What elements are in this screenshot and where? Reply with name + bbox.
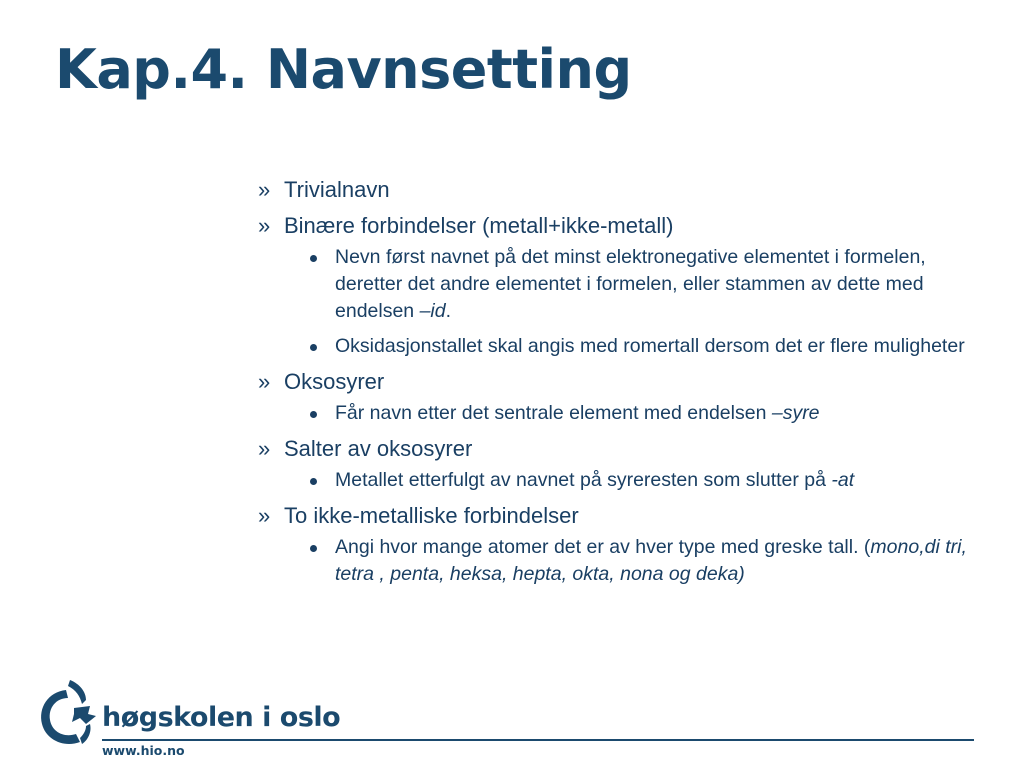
dot-icon	[310, 255, 317, 262]
bullet-ikke-metall	[258, 502, 998, 530]
sub-bullet-text: Oksidasjonstallet skal angis med romertall dersom det er flere muligheter	[335, 335, 965, 357]
bullet-text: Binære forbindelser (metall+ikke-metall)	[284, 213, 674, 238]
sub-bullet-text-end: .	[445, 300, 452, 322]
footer-divider	[102, 739, 974, 741]
bullet-text: Trivialnavn	[284, 177, 390, 202]
bullet-oksosyrer	[258, 368, 998, 396]
sub-bullet-nevn-forst	[258, 244, 998, 325]
bullet-marker: »	[258, 213, 271, 238]
bullet-group-oksosyrer	[258, 368, 998, 427]
bullet-marker: »	[258, 177, 271, 202]
bullet-text: Oksosyrer	[284, 369, 385, 394]
bullet-group-binaere	[258, 212, 998, 360]
sub-bullet-oksidasjonstall	[258, 333, 998, 360]
bullet-trivialnavn	[258, 176, 998, 204]
sub-bullet-text: Metallet etterfulgt av navnet på syreresten som slutter på	[335, 469, 832, 491]
sub-bullet-emphasis: -at	[831, 469, 855, 491]
sub-bullet-emphasis-end: deka)	[696, 563, 745, 585]
bullet-text: To ikke-metalliske forbindelser	[284, 503, 579, 528]
bullet-group-salter	[258, 435, 998, 494]
hio-logo-icon	[36, 678, 100, 750]
sub-bullet-text: Nevn først navnet på det minst elektronegative elementet i formelen, deretter det andre elementet i formelen, eller stammen av dette med endelsen	[335, 246, 926, 322]
bullet-marker: »	[258, 369, 271, 394]
bullet-text: Salter av oksosyrer	[284, 436, 473, 461]
sub-bullet-syre	[258, 400, 998, 427]
bullet-group-ikke-metall	[258, 502, 998, 588]
bullet-salter	[258, 435, 998, 463]
sub-bullet-greske-tall	[258, 534, 998, 588]
dot-icon	[310, 545, 317, 552]
dot-icon	[310, 411, 317, 418]
sub-bullet-at	[258, 467, 998, 494]
bullet-marker: »	[258, 436, 271, 461]
sub-bullet-text-mid: og	[663, 563, 697, 585]
bullet-list	[258, 176, 998, 596]
brand-name: høgskolen i oslo	[102, 702, 341, 733]
sub-bullet-emphasis: mono,di tri, tetra , penta, heksa, hepta, okta, nona	[335, 536, 967, 585]
sub-bullet-text: Angi hvor mange atomer det er av hver type med greske tall. (	[335, 536, 871, 558]
slide-title: Kap.4. Navnsetting	[55, 38, 632, 101]
sub-bullet-emphasis: –syre	[771, 402, 820, 424]
sub-bullet-text: Får navn etter det sentrale element med endelsen	[335, 402, 772, 424]
dot-icon	[310, 478, 317, 485]
footer-url: www.hio.no	[102, 743, 185, 758]
dot-icon	[310, 344, 317, 351]
bullet-marker: »	[258, 503, 271, 528]
sub-bullet-emphasis: –id	[419, 300, 446, 322]
bullet-binaere	[258, 212, 998, 240]
